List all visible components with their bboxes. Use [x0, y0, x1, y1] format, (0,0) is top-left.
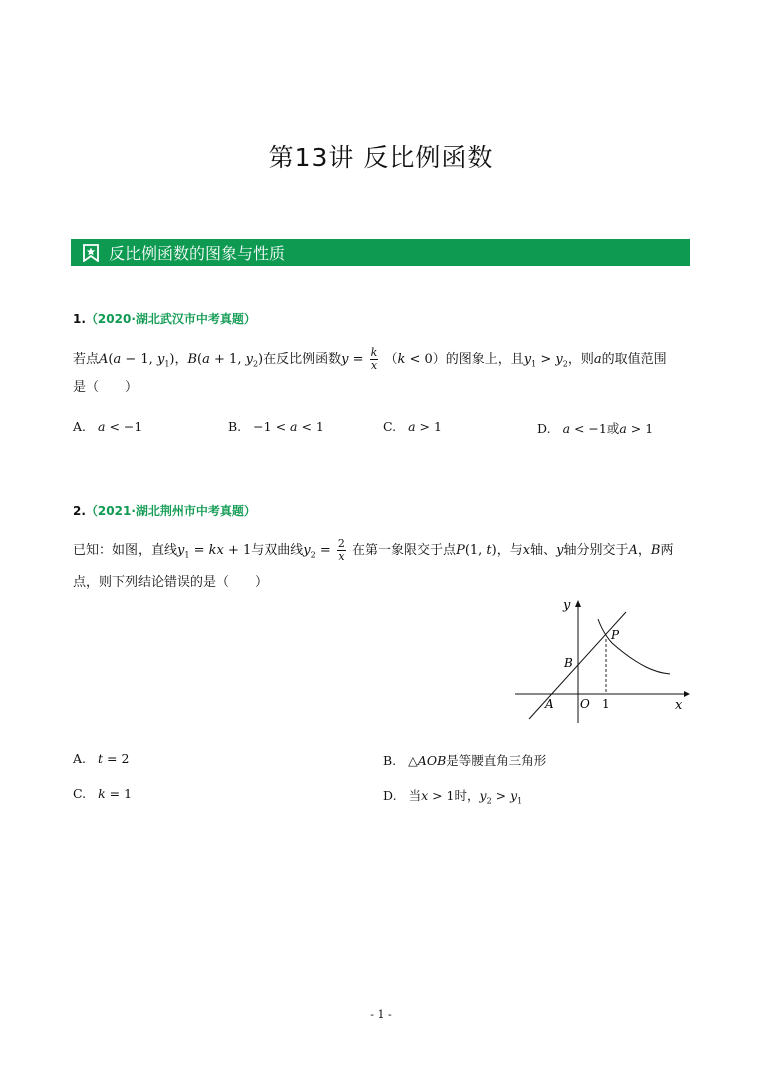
- q1-option-c[interactable]: C. a > 1: [383, 419, 442, 434]
- hyperbola-y2: [598, 619, 670, 674]
- label-1: 1: [602, 697, 610, 711]
- page-title: 第13讲 反比例函数: [268, 143, 494, 172]
- question-number: 1.: [73, 312, 86, 326]
- label-p: P: [611, 628, 620, 642]
- question-source: （2020·湖北武汉市中考真题）: [85, 312, 256, 326]
- q1-option-d[interactable]: D. a < −1或a > 1: [537, 421, 654, 436]
- y-axis-arrow: [575, 600, 581, 607]
- fraction-2-over-x: $\frac{2}{x}$: [337, 537, 345, 563]
- q1-option-b[interactable]: B. −1 < a < 1: [228, 419, 324, 434]
- q2-option-a[interactable]: A. t = 2: [73, 751, 130, 766]
- question-2-stem-line-2: 点，则下列结论错误的是（ ）: [73, 575, 269, 590]
- label-b: B: [564, 656, 573, 670]
- q1-option-a[interactable]: A. a < −1: [73, 419, 143, 434]
- question-1-stem-line-2: 是（ ）: [73, 380, 139, 395]
- question-1-stem-line-1: 若点A(a − 1, $y_1$)，B(a + 1, $y_2$)在反比例函数y = $\frac{k}{x}$ （k < 0）的图象上，且$y_1 > y_2$，则a的取值范围: [73, 346, 667, 372]
- section-header: [71, 239, 690, 266]
- question-number: 2.: [73, 504, 86, 518]
- question-2-header: [73, 502, 256, 519]
- label-a: A: [545, 697, 554, 711]
- question-source: （2021·湖北荆州市中考真题）: [85, 504, 256, 518]
- q2-option-b[interactable]: B. △AOB是等腰直角三角形: [383, 753, 547, 768]
- page-number: - 1 -: [370, 1008, 392, 1021]
- label-x: x: [675, 698, 683, 713]
- question-2-stem-line-1: 已知：如图，直线$y_1$ = kx + 1与双曲线$y_2$ = $\frac{2}{x}$ 在第一象限交于点P(1, t)，与x轴、y轴分别交于A，B两: [73, 537, 674, 563]
- function-graph: [512, 595, 692, 725]
- x-axis-arrow: [684, 691, 690, 697]
- label-o: O: [580, 697, 590, 711]
- fraction-k-over-x: $\frac{k}{x}$: [370, 346, 378, 372]
- section-label: 反比例函数的图象与性质: [109, 244, 286, 263]
- q2-option-d[interactable]: D. 当x > 1时，$y_2 > y_1$: [383, 788, 523, 806]
- q2-option-c[interactable]: C. k = 1: [73, 786, 133, 801]
- label-y: y: [563, 598, 571, 613]
- question-1-header: [73, 310, 256, 327]
- bookmark-star-icon: [83, 244, 99, 262]
